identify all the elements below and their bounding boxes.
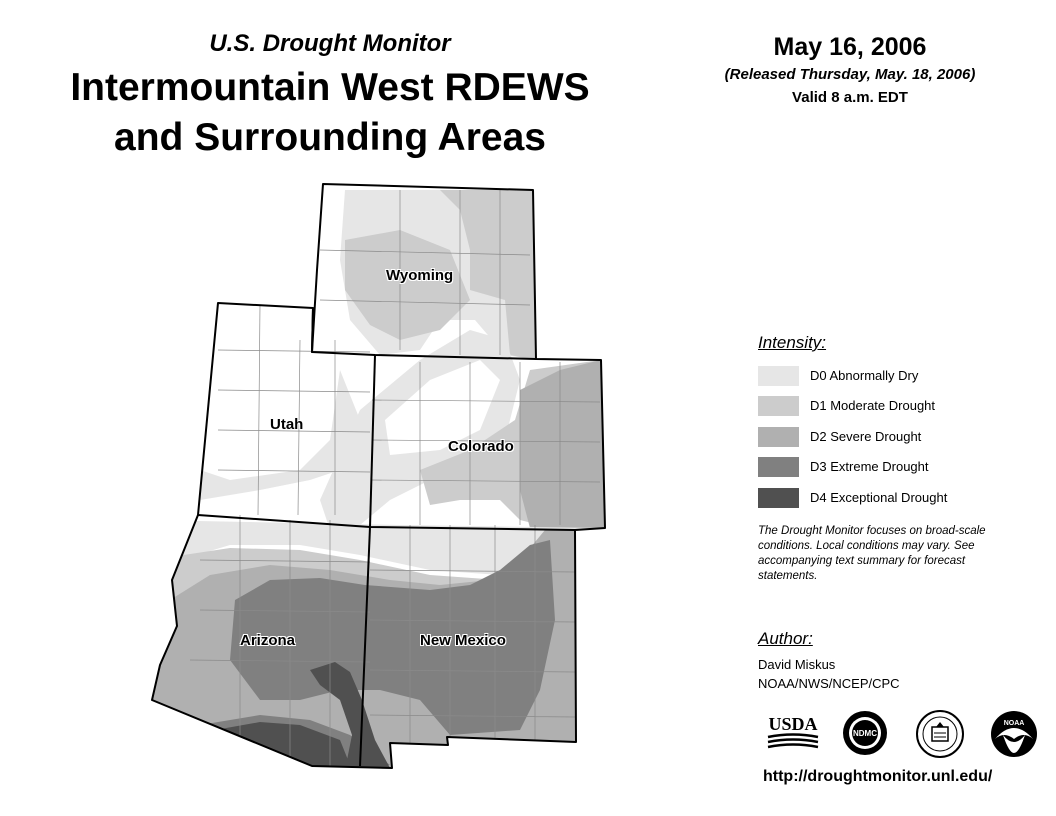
state-label-wyoming: Wyoming — [386, 267, 454, 284]
state-label-utah: Utah — [270, 416, 304, 433]
ndmc-logo-text: NDMC — [853, 729, 877, 738]
state-label-new-mexico: New Mexico — [420, 632, 506, 649]
legend-label-d1: D1 Moderate Drought — [810, 398, 936, 413]
legend-title: Intensity: — [758, 333, 827, 352]
author-name: David Miskus — [758, 657, 836, 672]
legend-label-d3: D3 Extreme Drought — [810, 459, 929, 474]
map-subtitle: U.S. Drought Monitor — [209, 30, 451, 57]
author-title: Author: — [758, 629, 813, 648]
state-label-arizona: Arizona — [240, 632, 296, 649]
usda-logo-text: USDA — [768, 714, 818, 734]
legend-label-d4: D4 Exceptional Drought — [810, 490, 948, 505]
map-title-line-2: and Surrounding Areas — [114, 116, 546, 159]
legend-swatch-d2 — [758, 427, 799, 447]
website-url[interactable]: http://droughtmonitor.unl.edu/ — [763, 768, 993, 785]
legend-label-d2: D2 Severe Drought — [810, 429, 922, 444]
valid-time: Valid 8 a.m. EDT — [792, 89, 908, 106]
d2-area-colorado-east — [520, 360, 605, 528]
usda-logo — [766, 713, 820, 753]
noaa-logo-text: NOAA — [1003, 720, 1025, 727]
noaa-logo — [989, 709, 1039, 759]
map-date: May 16, 2006 — [773, 33, 927, 61]
legend-swatch-d1 — [758, 396, 799, 416]
doc-seal-logo — [915, 709, 965, 759]
legend-swatch-d0 — [758, 366, 799, 386]
state-label-colorado: Colorado — [448, 438, 514, 455]
author-org: NOAA/NWS/NCEP/CPC — [758, 676, 900, 691]
disclaimer-note: The Drought Monitor focuses on broad-scale conditions. Local conditions may vary. See accompanying text summary for forecast statements. — [758, 525, 986, 582]
release-date: (Released Thursday, May. 18, 2006) — [724, 66, 976, 83]
map-title-line-1: Intermountain West RDEWS — [70, 66, 590, 109]
legend-swatch-d3 — [758, 457, 799, 477]
legend-label-d0: D0 Abnormally Dry — [810, 368, 919, 383]
legend-swatch-d4 — [758, 488, 799, 508]
ndmc-logo — [841, 709, 889, 757]
